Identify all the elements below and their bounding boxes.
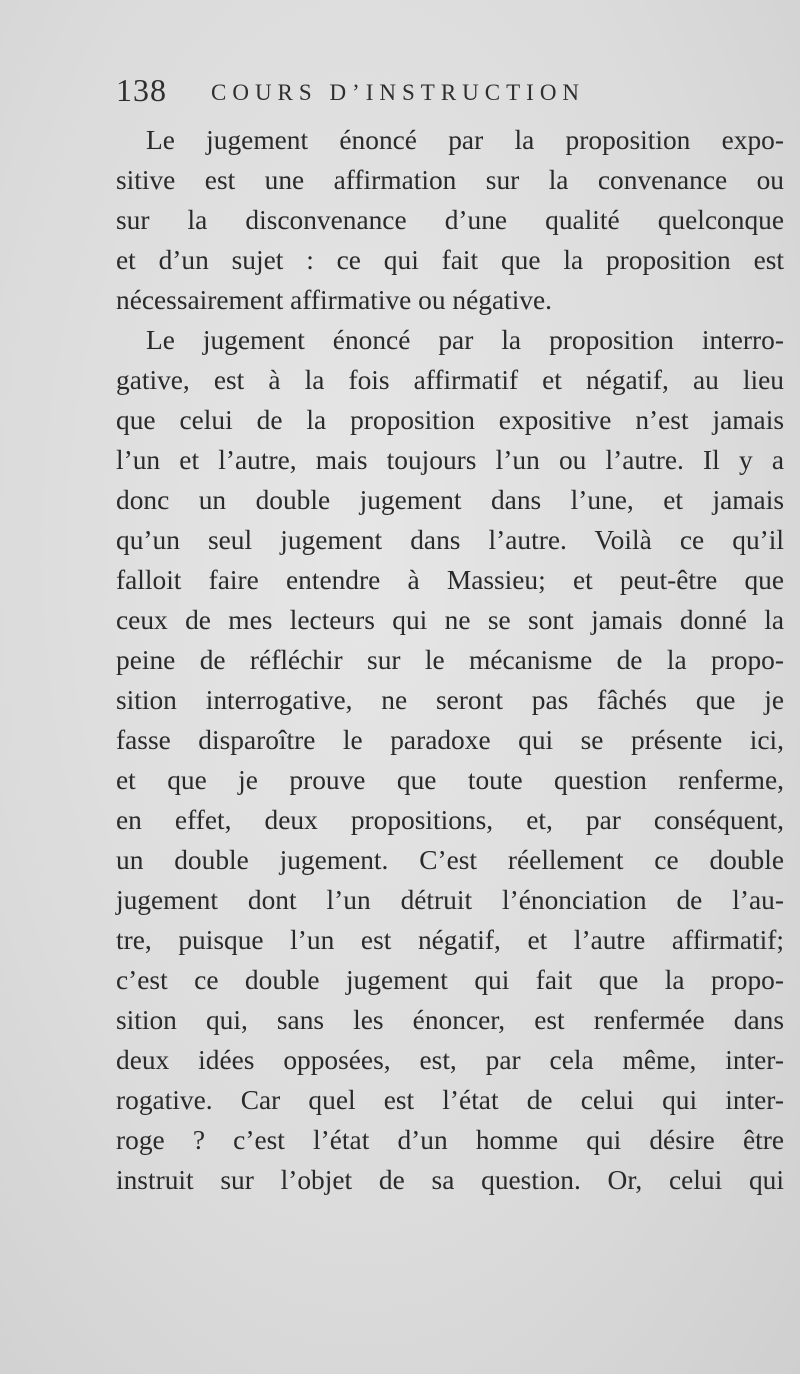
text-line: rogative. Car quel est l’état de celui qui inter- (116, 1085, 784, 1115)
text-line: tre, puisque l’un est négatif, et l’autre affirmatif; (116, 925, 784, 955)
page-header (116, 72, 786, 112)
text-line: l’un et l’autre, mais toujours l’un ou l’autre. Il y a (116, 445, 784, 475)
text-line: sition interrogative, ne seront pas fâchés que je (116, 685, 784, 715)
text-line: qu’un seul jugement dans l’autre. Voilà ce qu’il (116, 525, 784, 555)
text-line: sition qui, sans les énoncer, est renfermée dans (116, 1005, 784, 1035)
text-line: un double jugement. C’est réellement ce double (116, 845, 784, 875)
text-line: c’est ce double jugement qui fait que la propo- (116, 965, 784, 995)
text-line: falloit faire entendre à Massieu; et peut-être que (116, 565, 784, 595)
text-line: gative, est à la fois affirmatif et négatif, au lieu (116, 365, 784, 395)
text-line: et que je prouve que toute question renferme, (116, 765, 784, 795)
page-number: 138 (116, 72, 167, 108)
text-line: fasse disparoître le paradoxe qui se présente ici, (116, 725, 784, 755)
text-line: en effet, deux propositions, et, par conséquent, (116, 805, 784, 835)
text-line: nécessairement affirmative ou négative. (116, 285, 553, 315)
text-line: instruit sur l’objet de sa question. Or, celui qui (116, 1165, 784, 1195)
text-line: sur la disconvenance d’une qualité quelconque (116, 205, 784, 235)
text-line: Le jugement énoncé par la proposition expo- (146, 125, 784, 155)
text-line: peine de réfléchir sur le mécanisme de la propo- (116, 645, 784, 675)
text-line: Le jugement énoncé par la proposition interro- (146, 325, 784, 355)
text-line: ceux de mes lecteurs qui ne se sont jamais donné la (116, 605, 784, 635)
text-line: donc un double jugement dans l’une, et jamais (116, 485, 784, 515)
running-title: COURS D’INSTRUCTION (211, 80, 586, 105)
text-line: deux idées opposées, est, par cela même, inter- (116, 1045, 784, 1075)
body-text (116, 120, 784, 1200)
text-line: roge ? c’est l’état d’un homme qui désire être (116, 1125, 784, 1155)
text-line: et d’un sujet : ce qui fait que la proposition est (116, 245, 784, 275)
text-line: jugement dont l’un détruit l’énonciation de l’au- (116, 885, 784, 915)
text-line: sitive est une affirmation sur la convenance ou (116, 165, 784, 195)
text-line: que celui de la proposition expositive n’est jamais (116, 405, 784, 435)
